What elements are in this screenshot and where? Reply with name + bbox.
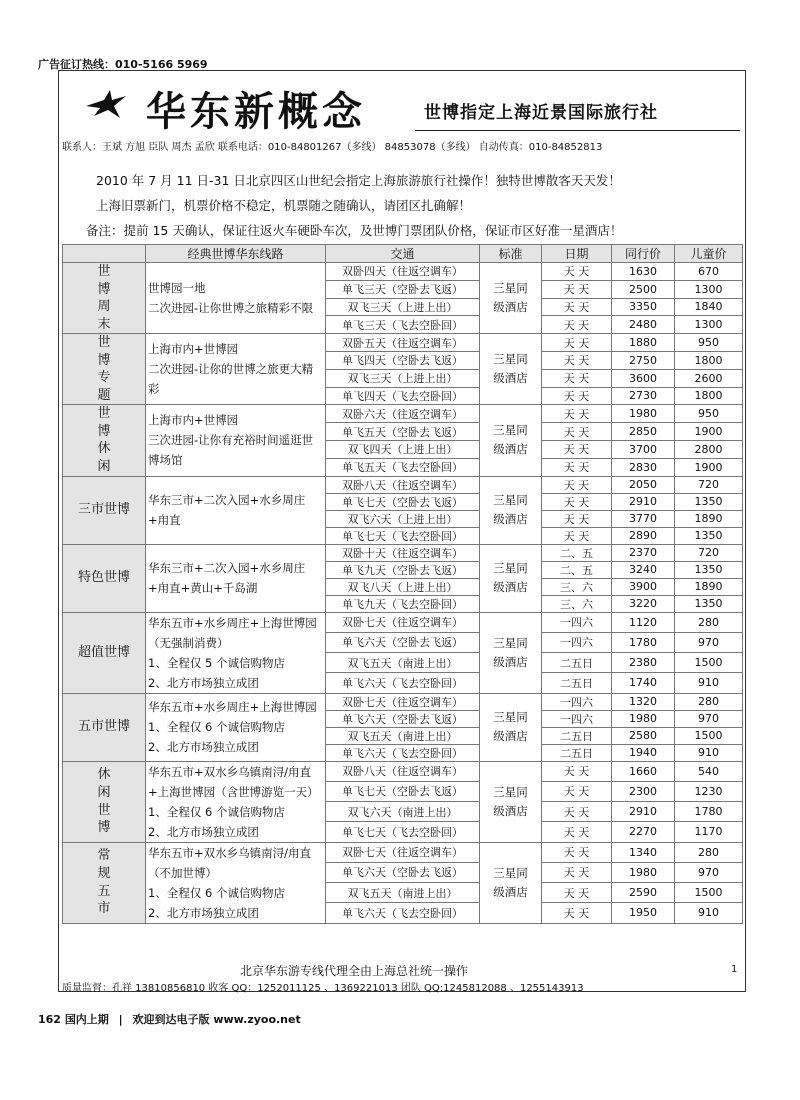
price-cell: 1780 — [612, 632, 675, 652]
category-cell — [63, 476, 146, 544]
transport-cell: 双卧十天（往返空调车） — [326, 544, 480, 561]
price-cell: 1980 — [612, 862, 675, 882]
header-price: 同行价 — [612, 245, 675, 263]
child-price-cell: 1500 — [675, 653, 743, 673]
price-cell: 1980 — [612, 405, 675, 423]
date-cell: 二五日 — [542, 744, 612, 761]
contact-line: 联系人：王斌 方旭 臣队 周杰 孟欣 联系电话：010-84801267（多线） 84853078（多线） 自动传真：010-84852813 — [62, 142, 603, 153]
child-price-cell: 1780 — [675, 802, 743, 822]
price-cell: 2500 — [612, 280, 675, 298]
date-cell: 二五日 — [542, 673, 612, 693]
date-cell: 天 天 — [542, 781, 612, 801]
bird-logo-icon — [84, 86, 128, 122]
price-cell: 1980 — [612, 710, 675, 727]
price-cell: 2890 — [612, 527, 675, 544]
transport-cell: 双卧七天（往返空调车） — [326, 612, 480, 632]
child-price-cell: 910 — [675, 673, 743, 693]
price-cell: 3770 — [612, 510, 675, 527]
table-row — [63, 544, 743, 561]
standard-label: 三星同级酒店 — [493, 561, 528, 595]
child-price-cell: 1500 — [675, 727, 743, 744]
header-route: 经典世博华东线路 — [146, 245, 326, 263]
price-cell: 2850 — [612, 423, 675, 441]
category-label: 五市世博 — [77, 719, 130, 735]
standard-cell — [480, 544, 542, 612]
transport-cell: 单飞七天（空卧去飞返） — [326, 781, 480, 801]
route-description: 世博园一地 二次进园-让你世博之旅精彩不限 — [146, 263, 326, 334]
child-price-cell: 1350 — [675, 493, 743, 510]
price-cell: 1630 — [612, 263, 675, 281]
notice-line-1: 2010 年 7 月 11 日-31 日北京四区山世纪会指定上海旅游旅行社操作！独特世博散客天天发！ — [96, 173, 621, 188]
child-price-cell: 1900 — [675, 458, 743, 476]
date-cell: 一四六 — [542, 710, 612, 727]
transport-cell: 双飞四天（上进上出） — [326, 440, 480, 458]
category-label: 休闲世博 — [97, 767, 111, 836]
child-price-cell: 670 — [675, 263, 743, 281]
transport-cell: 单飞四天（空卧去飞返） — [326, 351, 480, 369]
date-cell: 二五日 — [542, 727, 612, 744]
child-price-cell: 1350 — [675, 561, 743, 578]
child-price-cell: 1900 — [675, 423, 743, 441]
price-cell: 2380 — [612, 653, 675, 673]
route-description: 华东三市+二次入园+水乡周庄+甪直 — [146, 476, 326, 544]
transport-cell: 单飞四天（飞去空卧回） — [326, 387, 480, 405]
transport-cell: 双飞六天（上进上出） — [326, 510, 480, 527]
child-price-cell: 950 — [675, 334, 743, 352]
transport-cell: 单飞六天（飞去空卧回） — [326, 673, 480, 693]
notice-line-3: 备注：提前 15 天确认，保证往返火车硬卧车次，及世博门票团队价格，保证市区好准一星酒店！ — [86, 223, 623, 238]
header-child-price: 儿童价 — [675, 245, 743, 263]
date-cell: 天 天 — [542, 527, 612, 544]
standard-cell — [480, 334, 542, 405]
price-cell: 1740 — [612, 673, 675, 693]
date-cell: 天 天 — [542, 842, 612, 862]
price-cell: 2750 — [612, 351, 675, 369]
price-cell: 1940 — [612, 744, 675, 761]
route-description: 华东五市+水乡周庄+上海世博园 1、全程仅 6 个诚信购物店 2、北方市场独立成团 — [146, 693, 326, 761]
transport-cell: 双卧八天（往返空调车） — [326, 761, 480, 781]
child-price-cell: 970 — [675, 862, 743, 882]
price-cell: 2480 — [612, 316, 675, 334]
child-price-cell: 280 — [675, 693, 743, 710]
transport-cell: 双卧五天（往返空调车） — [326, 334, 480, 352]
category-label: 世博休闲 — [97, 406, 111, 475]
date-cell: 天 天 — [542, 405, 612, 423]
date-cell: 天 天 — [542, 802, 612, 822]
child-price-cell: 1890 — [675, 510, 743, 527]
category-label: 超值世博 — [77, 644, 130, 660]
category-cell — [63, 544, 146, 612]
date-cell: 天 天 — [542, 423, 612, 441]
child-price-cell: 1230 — [675, 781, 743, 801]
price-cell: 2910 — [612, 493, 675, 510]
route-description: 上海市内+世博园 三次进园-让你有充裕时间遥逛世博场馆 — [146, 405, 326, 476]
child-price-cell: 2600 — [675, 369, 743, 387]
category-label: 世博周末 — [97, 264, 111, 332]
date-cell: 天 天 — [542, 883, 612, 903]
price-cell: 2300 — [612, 781, 675, 801]
price-cell: 2270 — [612, 822, 675, 842]
header-date: 日期 — [542, 245, 612, 263]
page-footer-bar — [38, 1011, 301, 1027]
transport-cell: 双飞五天（南进上出） — [326, 727, 480, 744]
transport-cell: 双卧七天（往返空调车） — [326, 842, 480, 862]
price-cell: 2590 — [612, 883, 675, 903]
page-number: 162 — [38, 1013, 61, 1026]
table-header-row — [63, 245, 743, 263]
transport-cell: 双飞五天（南进上出） — [326, 883, 480, 903]
brand-title: 华东新概念 — [146, 88, 366, 135]
standard-cell — [480, 612, 542, 693]
child-price-cell: 950 — [675, 405, 743, 423]
transport-cell: 双飞三天（上进上出） — [326, 369, 480, 387]
footer-agency-line: 北京华东游专线代理全由上海总社统一操作 — [240, 964, 469, 978]
price-cell: 2910 — [612, 802, 675, 822]
price-cell: 1340 — [612, 842, 675, 862]
date-cell: 一四六 — [542, 693, 612, 710]
date-cell: 二、五 — [542, 561, 612, 578]
category-cell — [63, 842, 146, 923]
date-cell: 天 天 — [542, 351, 612, 369]
transport-cell: 单飞九天（空卧去飞返） — [326, 561, 480, 578]
date-cell: 天 天 — [542, 369, 612, 387]
child-price-cell: 1840 — [675, 298, 743, 316]
standard-label: 三星同级酒店 — [493, 865, 528, 899]
transport-cell: 单飞三天（飞去空卧回） — [326, 316, 480, 334]
section-name: 国内上期 — [64, 1013, 109, 1026]
route-description: 上海市内+世博园 二次进园-让你的世博之旅更大精彩 — [146, 334, 326, 405]
transport-cell: 单飞三天（空卧去飞返） — [326, 280, 480, 298]
transport-cell: 单飞七天（空卧去飞返） — [326, 493, 480, 510]
tour-price-table — [62, 244, 743, 924]
standard-label: 三星同级酒店 — [493, 423, 528, 457]
child-price-cell: 540 — [675, 761, 743, 781]
child-price-cell: 1800 — [675, 351, 743, 369]
category-cell — [63, 334, 146, 405]
table-row — [63, 842, 743, 862]
date-cell: 天 天 — [542, 862, 612, 882]
date-cell: 一四六 — [542, 612, 612, 632]
price-cell: 1320 — [612, 693, 675, 710]
transport-cell: 单飞六天（飞去空卧回） — [326, 744, 480, 761]
date-cell: 天 天 — [542, 298, 612, 316]
route-description: 华东三市+二次入园+水乡周庄+甪直+黄山+千岛湖 — [146, 544, 326, 612]
notice-line-2: 上海旧票新门，机票价格不稳定，机票随之随确认，请团区扎确解！ — [96, 198, 472, 213]
route-description: 华东五市+双水乡乌镇南浔/甪直（不加世博） 1、全程仅 6 个诚信购物店 2、北方市场独立成团 — [146, 842, 326, 923]
price-cell: 3600 — [612, 369, 675, 387]
header-transport: 交通 — [326, 245, 480, 263]
date-cell: 天 天 — [542, 440, 612, 458]
price-cell: 3220 — [612, 595, 675, 612]
child-price-cell: 910 — [675, 903, 743, 923]
transport-cell: 单飞五天（飞去空卧回） — [326, 458, 480, 476]
category-label: 世博专题 — [97, 335, 111, 403]
transport-cell: 单飞六天（空卧去飞返） — [326, 632, 480, 652]
standard-label: 三星同级酒店 — [493, 635, 528, 669]
date-cell: 天 天 — [542, 387, 612, 405]
child-price-cell: 280 — [675, 612, 743, 632]
ad-hotline: 广告征订热线：010-5166 5969 — [38, 58, 208, 71]
transport-cell: 单飞六天（空卧去飞返） — [326, 862, 480, 882]
standard-label: 三星同级酒店 — [493, 710, 528, 744]
date-cell: 二、五 — [542, 544, 612, 561]
standard-label: 三星同级酒店 — [493, 281, 528, 315]
transport-cell: 单飞九天（飞去空卧回） — [326, 595, 480, 612]
price-cell: 2730 — [612, 387, 675, 405]
page-footer-text: 欢迎到达电子版 www.zyoo.net — [132, 1013, 301, 1026]
header-standard: 标准 — [480, 245, 542, 263]
date-cell: 二五日 — [542, 653, 612, 673]
category-cell — [63, 263, 146, 334]
standard-label: 三星同级酒店 — [493, 352, 528, 386]
child-price-cell: 1300 — [675, 316, 743, 334]
header-divider — [415, 130, 740, 131]
transport-cell: 单飞六天（空卧去飞返） — [326, 710, 480, 727]
price-cell: 1950 — [612, 903, 675, 923]
child-price-cell: 1890 — [675, 578, 743, 595]
date-cell: 天 天 — [542, 263, 612, 281]
child-price-cell: 1800 — [675, 387, 743, 405]
transport-cell: 单飞五天（空卧去飞返） — [326, 423, 480, 441]
date-cell: 天 天 — [542, 822, 612, 842]
date-cell: 一四六 — [542, 632, 612, 652]
child-price-cell: 280 — [675, 842, 743, 862]
date-cell: 天 天 — [542, 280, 612, 298]
footer-mark: 1 — [731, 964, 738, 975]
date-cell: 三、六 — [542, 595, 612, 612]
standard-cell — [480, 476, 542, 544]
standard-cell — [480, 693, 542, 761]
table-row — [63, 334, 743, 352]
child-price-cell: 720 — [675, 476, 743, 493]
date-cell: 天 天 — [542, 761, 612, 781]
transport-cell: 双卧八天（往返空调车） — [326, 476, 480, 493]
child-price-cell: 1350 — [675, 527, 743, 544]
header-category — [63, 245, 146, 263]
child-price-cell: 970 — [675, 710, 743, 727]
table-row — [63, 693, 743, 710]
transport-cell: 双飞六天（南进上出） — [326, 802, 480, 822]
price-cell: 3700 — [612, 440, 675, 458]
category-label: 特色世博 — [77, 570, 130, 586]
price-cell: 1120 — [612, 612, 675, 632]
price-cell: 1880 — [612, 334, 675, 352]
child-price-cell: 2800 — [675, 440, 743, 458]
standard-cell — [480, 761, 542, 842]
price-cell: 2370 — [612, 544, 675, 561]
route-description: 华东五市+双水乡乌镇南浔/甪直+上海世博园（含世博游览一天） 1、全程仅 6 个诚信购物店 2、北方市场独立成团 — [146, 761, 326, 842]
price-cell: 2050 — [612, 476, 675, 493]
table-row — [63, 405, 743, 423]
transport-cell: 单飞六天（飞去空卧回） — [326, 903, 480, 923]
price-cell: 3350 — [612, 298, 675, 316]
transport-cell: 单飞七天（飞去空卧回） — [326, 527, 480, 544]
category-cell — [63, 761, 146, 842]
price-cell: 2580 — [612, 727, 675, 744]
transport-cell: 双飞五天（南进上出） — [326, 653, 480, 673]
table-row — [63, 476, 743, 493]
date-cell: 天 天 — [542, 476, 612, 493]
standard-cell — [480, 405, 542, 476]
child-price-cell: 1500 — [675, 883, 743, 903]
table-row — [63, 263, 743, 281]
child-price-cell: 1350 — [675, 595, 743, 612]
child-price-cell: 1300 — [675, 280, 743, 298]
date-cell: 天 天 — [542, 493, 612, 510]
date-cell: 三、六 — [542, 578, 612, 595]
standard-cell — [480, 842, 542, 923]
standard-label: 三星同级酒店 — [493, 493, 528, 527]
transport-cell: 双卧六天（往返空调车） — [326, 405, 480, 423]
transport-cell: 双飞三天（上进上出） — [326, 298, 480, 316]
date-cell: 天 天 — [542, 316, 612, 334]
brand-slogan: 世博指定上海近景国际旅行社 — [424, 103, 658, 123]
footer-contacts: 质量监督：孔祥 13810856810 收客 QQ：1252011125 、1369221013 团队 QQ:1245812088 、1255143913 — [62, 983, 584, 994]
date-cell: 天 天 — [542, 458, 612, 476]
date-cell: 天 天 — [542, 334, 612, 352]
divider: | — [118, 1013, 123, 1026]
category-cell — [63, 405, 146, 476]
table-row — [63, 761, 743, 781]
category-cell — [63, 612, 146, 693]
table-row — [63, 612, 743, 632]
child-price-cell: 970 — [675, 632, 743, 652]
category-label: 三市世博 — [77, 502, 130, 518]
transport-cell: 双卧七天（往返空调车） — [326, 693, 480, 710]
child-price-cell: 720 — [675, 544, 743, 561]
price-cell: 3240 — [612, 561, 675, 578]
category-label: 常规五市 — [97, 848, 111, 917]
date-cell: 天 天 — [542, 903, 612, 923]
standard-label: 三星同级酒店 — [493, 784, 528, 818]
child-price-cell: 910 — [675, 744, 743, 761]
transport-cell: 双飞八天（上进上出） — [326, 578, 480, 595]
date-cell: 天 天 — [542, 510, 612, 527]
price-cell: 2830 — [612, 458, 675, 476]
transport-cell: 单飞七天（飞去空卧回） — [326, 822, 480, 842]
category-cell — [63, 693, 146, 761]
transport-cell: 双卧四天（往返空调车） — [326, 263, 480, 281]
route-description: 华东五市+水乡周庄+上海世博园（无强制消费） 1、全程仅 5 个诚信购物店 2、北方市场独立成团 — [146, 612, 326, 693]
masthead — [80, 80, 740, 135]
price-cell: 1660 — [612, 761, 675, 781]
price-cell: 3900 — [612, 578, 675, 595]
standard-cell — [480, 263, 542, 334]
child-price-cell: 1170 — [675, 822, 743, 842]
